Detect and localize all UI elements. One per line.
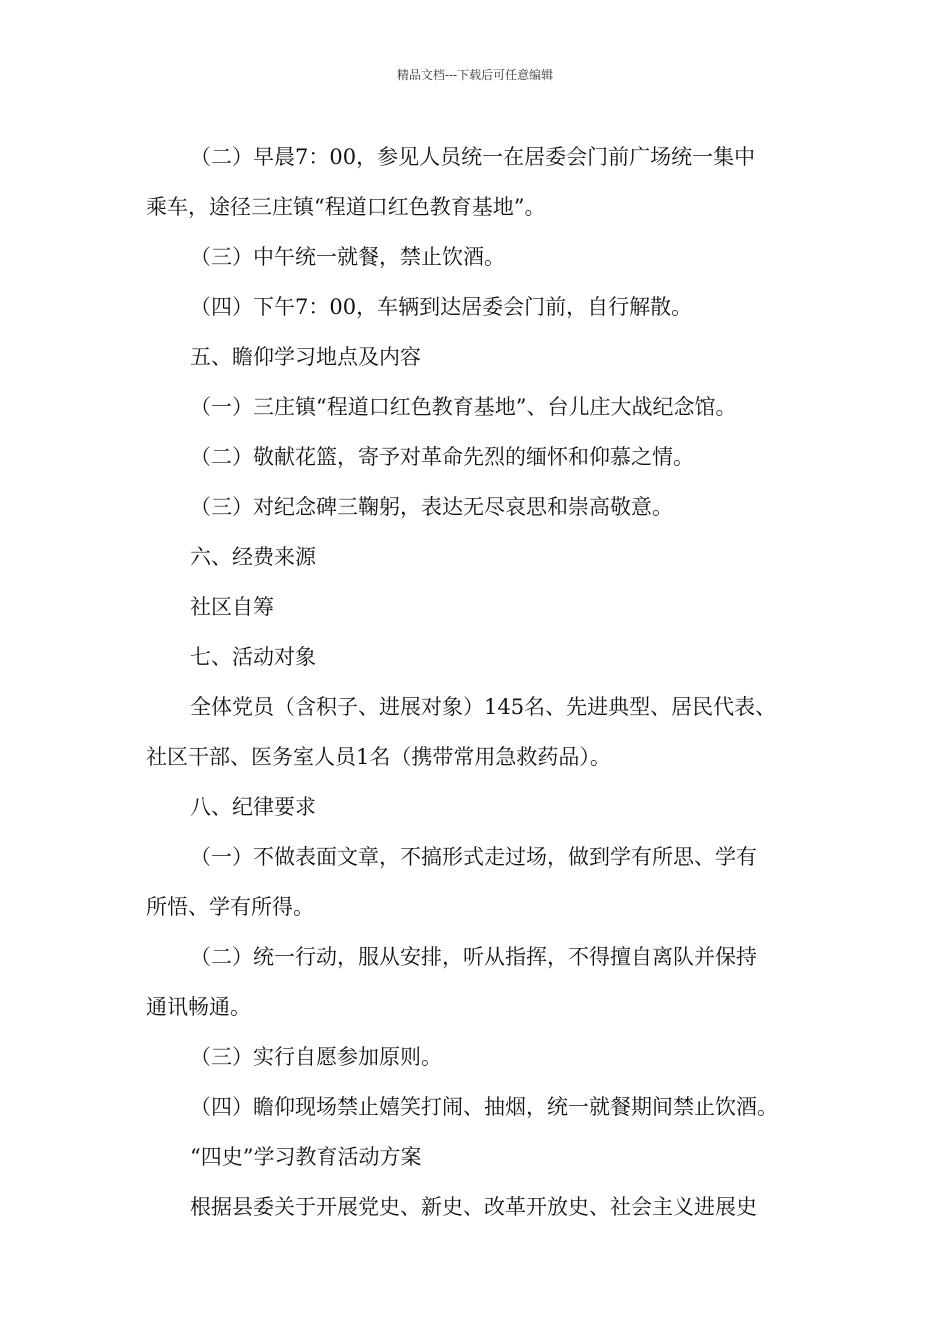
document-body [146, 132, 826, 1232]
text-line: “四史”学习教育活动方案 [190, 1145, 422, 1169]
text-line: 所悟、学有所得。 [146, 895, 314, 919]
text-line: （二）敬献花篮，寄予对革命先烈的缅怀和仰慕之情。 [190, 445, 694, 469]
text-line: （三）实行自愿参加原则。 [190, 1045, 442, 1069]
text-line: （三）对纪念碑三鞠躬，表达无尽哀思和崇高敬意。 [190, 495, 673, 519]
page-header: 精品文档---下载后可任意编辑 [396, 68, 554, 82]
text-line: （四）下午7：00，车辆到达居委会门前，自行解散。 [190, 295, 693, 319]
text-line: （二）统一行动，服从安排，听从指挥，不得擅自离队并保持 [190, 945, 757, 969]
text-line: （二）早晨7：00，参见人员统一在居委会门前广场统一集中 [190, 145, 756, 169]
text-line: 七、活动对象 [190, 645, 316, 669]
text-line: 八、纪律要求 [190, 795, 316, 819]
text-line: 全体党员（含积子、进展对象）145名、先进典型、居民代表、 [190, 695, 777, 719]
text-line: 社区自筹 [190, 595, 274, 619]
text-line: 根据县委关于开展党史、新史、改革开放史、社会主义进展史 [190, 1195, 757, 1219]
text-line: 社区干部、医务室人员1名（携带常用急救药品）。 [146, 745, 611, 769]
text-line: （四）瞻仰现场禁止嬉笑打闹、抽烟，统一就餐期间禁止饮酒。 [190, 1095, 778, 1119]
text-line: 五、瞻仰学习地点及内容 [190, 345, 421, 369]
text-line: 乘车，途径三庄镇“程道口红色教育基地”。 [146, 195, 546, 219]
text-line: （一）不做表面文章，不搞形式走过场，做到学有所思、学有 [190, 845, 757, 869]
text-line: 通讯畅通。 [146, 995, 251, 1019]
text-line: 六、经费来源 [190, 545, 316, 569]
text-line: （一）三庄镇“程道口红色教育基地”、台儿庄大战纪念馆。 [190, 395, 737, 419]
text-line: （三）中午统一就餐，禁止饮酒。 [190, 245, 505, 269]
